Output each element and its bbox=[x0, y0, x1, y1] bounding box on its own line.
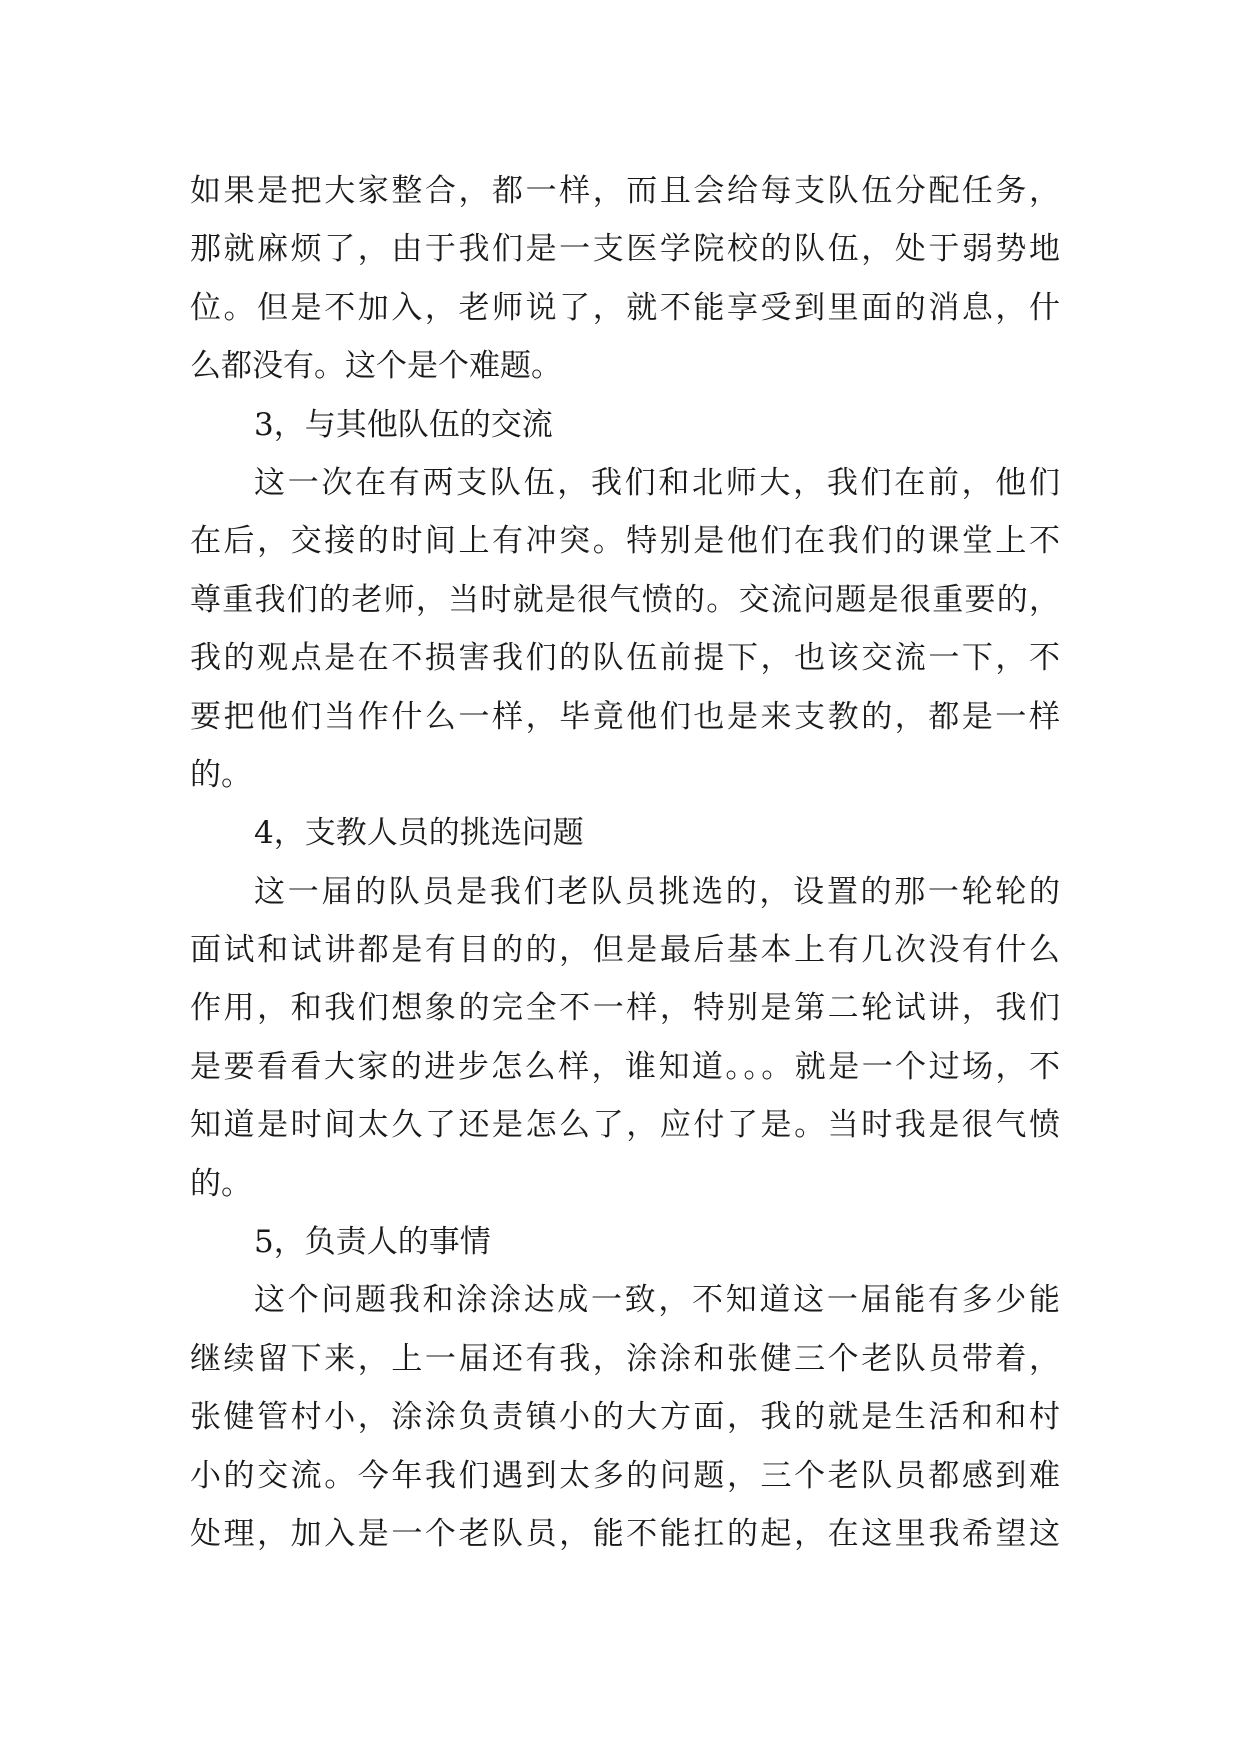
body-line: 么都没有。这个是个难题。 bbox=[190, 348, 562, 385]
body-line: 的。 bbox=[190, 1165, 252, 1202]
body-line: 面试和试讲都是有目的的，但是最后基本上有几次没有什么 bbox=[190, 932, 1060, 969]
body-line: 如果是把大家整合，都一样，而且会给每支队伍分配任务， bbox=[190, 173, 1060, 209]
body-line: 在后，交接的时间上有冲突。特别是他们在我们的课堂上不 bbox=[190, 523, 1060, 560]
body-line: 尊重我们的老师，当时就是很气愤的。交流问题是很重要的， bbox=[190, 581, 1060, 618]
body-line: 位。但是不加入，老师说了，就不能享受到里面的消息，什 bbox=[190, 289, 1060, 326]
section-heading: 5，负责人的事情 bbox=[254, 1224, 491, 1261]
body-line: 张健管村小，涂涂负责镇小的大方面，我的就是生活和和村 bbox=[190, 1399, 1060, 1436]
body-line: 知道是时间太久了还是怎么了，应付了是。当时我是很气愤 bbox=[190, 1107, 1060, 1144]
body-line: 小的交流。今年我们遇到太多的问题，三个老队员都感到难 bbox=[190, 1457, 1060, 1494]
body-line: 处理，加入是一个老队员，能不能扛的起，在这里我希望这 bbox=[190, 1515, 1060, 1552]
body-line: 作用，和我们想象的完全不一样，特别是第二轮试讲，我们 bbox=[190, 990, 1060, 1027]
document-body bbox=[190, 162, 1060, 1563]
section-heading: 4，支教人员的挑选问题 bbox=[254, 815, 584, 852]
body-line: 要把他们当作什么一样，毕竟他们也是来支教的，都是一样 bbox=[190, 698, 1060, 735]
body-line: 这一次在有两支队伍，我们和北师大，我们在前，他们 bbox=[254, 464, 1060, 501]
body-line: 那就麻烦了，由于我们是一支医学院校的队伍，处于弱势地 bbox=[190, 231, 1060, 268]
body-line: 的。 bbox=[190, 756, 252, 793]
body-line: 这个问题我和涂涂达成一致，不知道这一届能有多少能 bbox=[254, 1282, 1060, 1319]
body-line: 我的观点是在不损害我们的队伍前提下，也该交流一下，不 bbox=[190, 640, 1060, 677]
body-line: 是要看看大家的进步怎么样，谁知道。。。就是一个过场，不 bbox=[190, 1048, 1060, 1085]
body-line: 继续留下来，上一届还有我，涂涂和张健三个老队员带着， bbox=[190, 1340, 1060, 1377]
body-line: 这一届的队员是我们老队员挑选的，设置的那一轮轮的 bbox=[254, 873, 1060, 910]
section-heading: 3，与其他队伍的交流 bbox=[254, 406, 553, 443]
